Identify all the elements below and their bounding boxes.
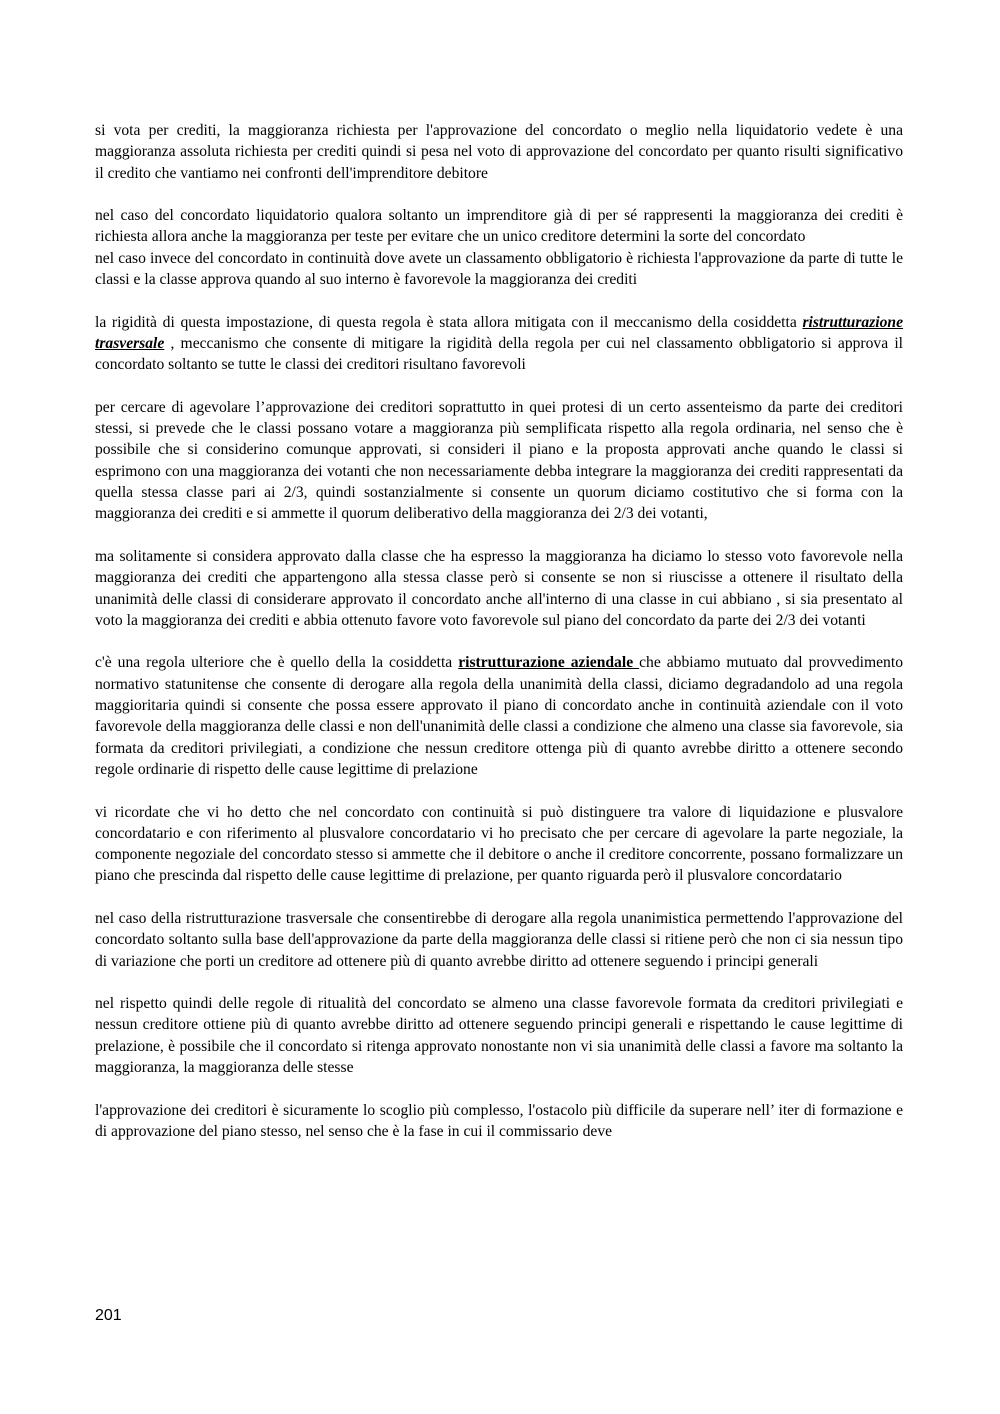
paragraph-3: nel caso invece del concordato in continuità dove avete un classamento obbligatorio è richiesta l'approvazione da parte di tutte le classi e la classe approva quando al suo interno è favorevole la maggioranza dei crediti xyxy=(95,249,903,289)
paragraph-7 xyxy=(95,652,903,780)
body-text xyxy=(95,120,903,1142)
paragraph-2: nel caso del concordato liquidatorio qualora soltanto un imprenditore già di per sé rappresenti la maggioranza dei crediti è richiesta allora anche la maggioranza per teste per evitare che un unico creditore determini la sorte del concordato xyxy=(95,207,903,246)
paragraph-8: vi ricordate che vi ho detto che nel concordato con continuità si può distinguere tra valore di liquidazione e plusvalore concordatario e con riferimento al plusvalore concordatario vi ho precisato che per cercare di agevolare la parte negoziale, la componente negoziale del concordato stesso si ammette che il debitore o anche il creditore concorrente, possano formalizzare un piano che prescinda dal rispetto delle cause legittime di prelazione, per quanto riguarda però il plusvalore concordatario xyxy=(95,803,903,885)
paragraph-10: nel rispetto quindi delle regole di ritualità del concordato se almeno una classe favorevole formata da creditori privilegiati e nessun creditore ottiene più di quanto avrebbe diritto ad ottenere seguendo principi generali e rispettando le cause legittime di prelazione, è possibile che il concordato si ritenga approvato nonostante non vi sia unanimità delle classi a favore ma soltanto la maggioranza, la maggioranza delle stesse xyxy=(95,995,903,1077)
paragraph-7-text-before: c'è una regola ulteriore che è quello della la cosiddetta xyxy=(95,654,459,672)
paragraph-7-text-after: che abbiamo mutuato dal provvedimento normativo statunitense che consente di derogare alla regola della unanimità della classi, diciamo degradandolo ad una regola maggioritaria quindi si consente che possa essere approvato il piano di concordato anche in continuità aziendale con il voto favorevole della maggioranza delle classi e non dell'unanimità delle classi a condizione che almeno una classe sia favorevole, sia formata da creditori privilegiati, a condizione che nessun creditore ottenga più di quanto avrebbe diritto a ottenere secondo regole ordinarie di rispetto delle cause legittime di prelazione xyxy=(95,654,903,778)
paragraph-4 xyxy=(95,312,903,376)
paragraph-4-text-after: , meccanismo che consente di mitigare la rigidità della regola per cui nel classamento obbligatorio si approva il concordato soltanto se tutte le classi dei creditori risultano favorevoli xyxy=(95,334,903,374)
paragraph-1: si vota per crediti, la maggioranza richiesta per l'approvazione del concordato o meglio nella liquidatorio vedete è una maggioranza assoluta richiesta per crediti quindi si pesa nel voto di approvazione del concordato per quanto risulti significativo il credito che vantiamo nei confronti dell'imprenditore debitore xyxy=(95,122,903,182)
paragraph-6: ma solitamente si considera approvato dalla classe che ha espresso la maggioranza ha diciamo lo stesso voto favorevole nella maggioranza dei crediti che appartengono alla stessa classe però si consente se non si riuscisse a ottenere il risultato della unanimità delle classi di considerare approvato il concordato anche all'interno di una classe in cui abbiano , si sia presentato al voto la maggioranza dei crediti e abbia ottenuto favore voto favorevole sul piano del concordato da parte dei 2/3 dei votanti xyxy=(95,547,903,629)
paragraph-11: l'approvazione dei creditori è sicuramente lo scoglio più complesso, l'ostacolo più difficile da superare nell’ iter di formazione e di approvazione del piano stesso, nel senso che è la fase in cui il commissario deve xyxy=(95,1101,903,1140)
paragraph-5: per cercare di agevolare l’approvazione dei creditori soprattutto in quei protesi di un certo assenteismo da parte dei creditori stessi, si prevede che le classi possano votare a maggioranza più semplificata rispetto alla regola ordinaria, nel senso che è possibile che si considerino comunque approvati, si consideri il piano e la proposta approvati anche quando le classi si esprimono con una maggioranza dei votanti che non necessariamente debba integrare la maggioranza dei crediti rappresentati da quella stessa classe pari ai 2/3, quindi sostanzialmente si consente un quorum diciamo costitutivo che si forma con la maggioranza dei crediti e si ammette il quorum deliberativo della maggioranza dei 2/3 dei votanti, xyxy=(95,398,903,523)
ristrutturazione-trasversale-term: ristrutturazione trasversale xyxy=(95,313,903,352)
page-number: 201 xyxy=(95,1307,122,1324)
paragraph-9: nel caso della ristrutturazione trasversale che consentirebbe di derogare alla regola unanimistica permettendo l'approvazione del concordato soltanto sulla base dell'approvazione da parte della maggioranza delle classi si ritiene però che non ci sia nessun tipo di variazione che porti un creditore ad ottenere più di quanto avrebbe diritto ad ottenere seguendo i principi generali xyxy=(95,909,903,970)
paragraph-4-text-before: la rigidità di questa impostazione, di questa regola è stata allora mitigata con il meccanismo della cosiddetta xyxy=(95,313,803,331)
ristrutturazione-aziendale-term: ristrutturazione aziendale xyxy=(458,654,640,672)
